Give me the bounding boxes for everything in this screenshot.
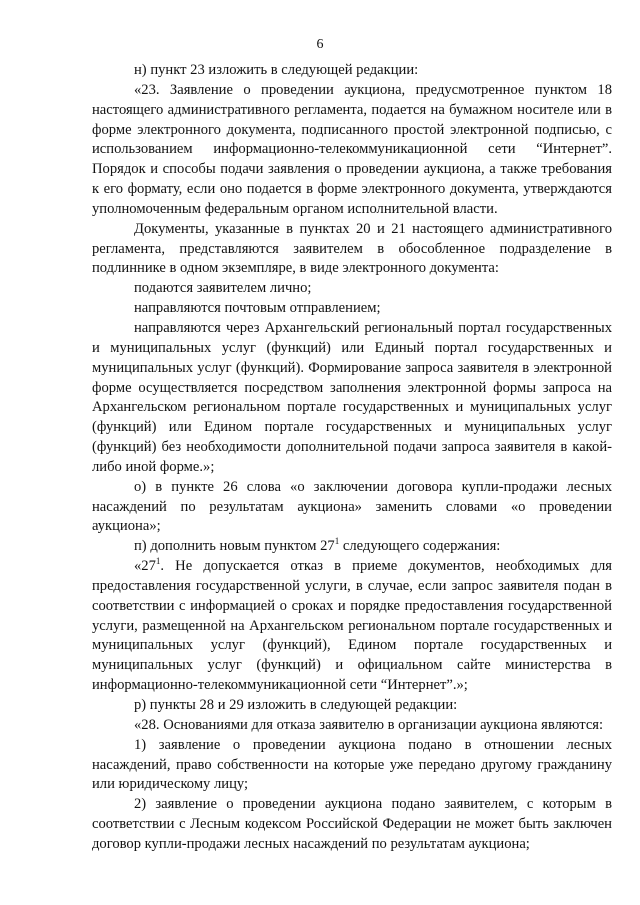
paragraph-clause-28: «28. Основаниями для отказа заявителю в организации аукциона являются: [134, 716, 604, 733]
clause-27-1-text: . Не допускается отказ в приеме документов, необходимых для предоставления государственной услуги, в случае, если запрос заявителя подан в соответствии с информацией о сроках и порядке предоставления государственной услуги, размещенной на Архангельском региональном портале государственных и муниципальных услуг (функций), Едином портале государственных и муниципальных услуг (функций) и официальном сайте министерства в информационно-телекоммуникационной сети “Интернет”.»; [92, 558, 612, 694]
page-number: 6 [316, 37, 324, 52]
paragraph-clause-23: «23. Заявление о проведении аукциона, предусмотренное пунктом 18 настоящего административного регламента, подается на бумажном носителе или в форме электронного документа, подписанного простой электронной подписью, с использованием информационно-телекоммуникационной сети “Интернет”. Порядок и способы подачи заявления о проведении аукциона, а также требования к его формату, если оно подается в форме электронного документа, утверждаются уполномоченным федеральным органом исполнительной власти. [92, 81, 612, 217]
paragraph-item-p [92, 537, 612, 557]
paragraph-reason-2: 2) заявление о проведении аукциона подано заявителем, с которым в соответствии с Лесным кодексом Российской Федерации не может быть заключен договор купли-продажи лесных насаждений по результатам аукциона; [92, 796, 612, 852]
superscript-number: 1 [155, 556, 161, 567]
paragraph-item-r: р) пункты 28 и 29 изложить в следующей редакции: [134, 697, 458, 713]
paragraph-sent-by-post: направляются почтовым отправлением; [134, 300, 381, 317]
paragraph-item-n: н) пункт 23 изложить в следующей редакции: [134, 62, 419, 78]
paragraph-sent-via-portal: направляются через Архангельский региональный портал государственных и муниципальных услуг (функций) или Единый портал государственных и муниципальных услуг (функций). Формирование запроса заявителя в электронной форме осуществляется посредством заполнения электронной формы запроса на Архангельском региональном портале государственных и муниципальных услуг (функций) или Едином портале государственных и муниципальных услуг (функций) без необходимости дополнительной подачи запроса заявителя в какой-либо иной форме.»; [92, 319, 612, 475]
document-body [92, 61, 612, 855]
paragraph-submitted-in-person: подаются заявителем лично; [134, 280, 312, 297]
paragraph-clause-27-1 [92, 557, 612, 696]
paragraph-item-o: о) в пункте 26 слова «о заключении договора купли-продажи лесных насаждений по результатам аукциона» заменить словами «о проведении аукциона»; [92, 478, 612, 535]
paragraph-item-p-text: п) дополнить новым пунктом 27 [134, 538, 335, 555]
superscript-number: 1 [334, 536, 340, 547]
paragraph-item-p-text-end: следующего содержания: [339, 538, 501, 555]
clause-27-1-number: «27 [134, 558, 156, 575]
paragraph-reason-1: 1) заявление о проведении аукциона подано в отношении лесных насаждений, право собственности на которые уже передано другому гражданину или юридическому лицу; [92, 736, 612, 793]
paragraph-documents: Документы, указанные в пунктах 20 и 21 настоящего административного регламента, представляются заявителем в обособленное подразделение в подлиннике в одном экземпляре, в виде электронного документа: [92, 220, 612, 277]
